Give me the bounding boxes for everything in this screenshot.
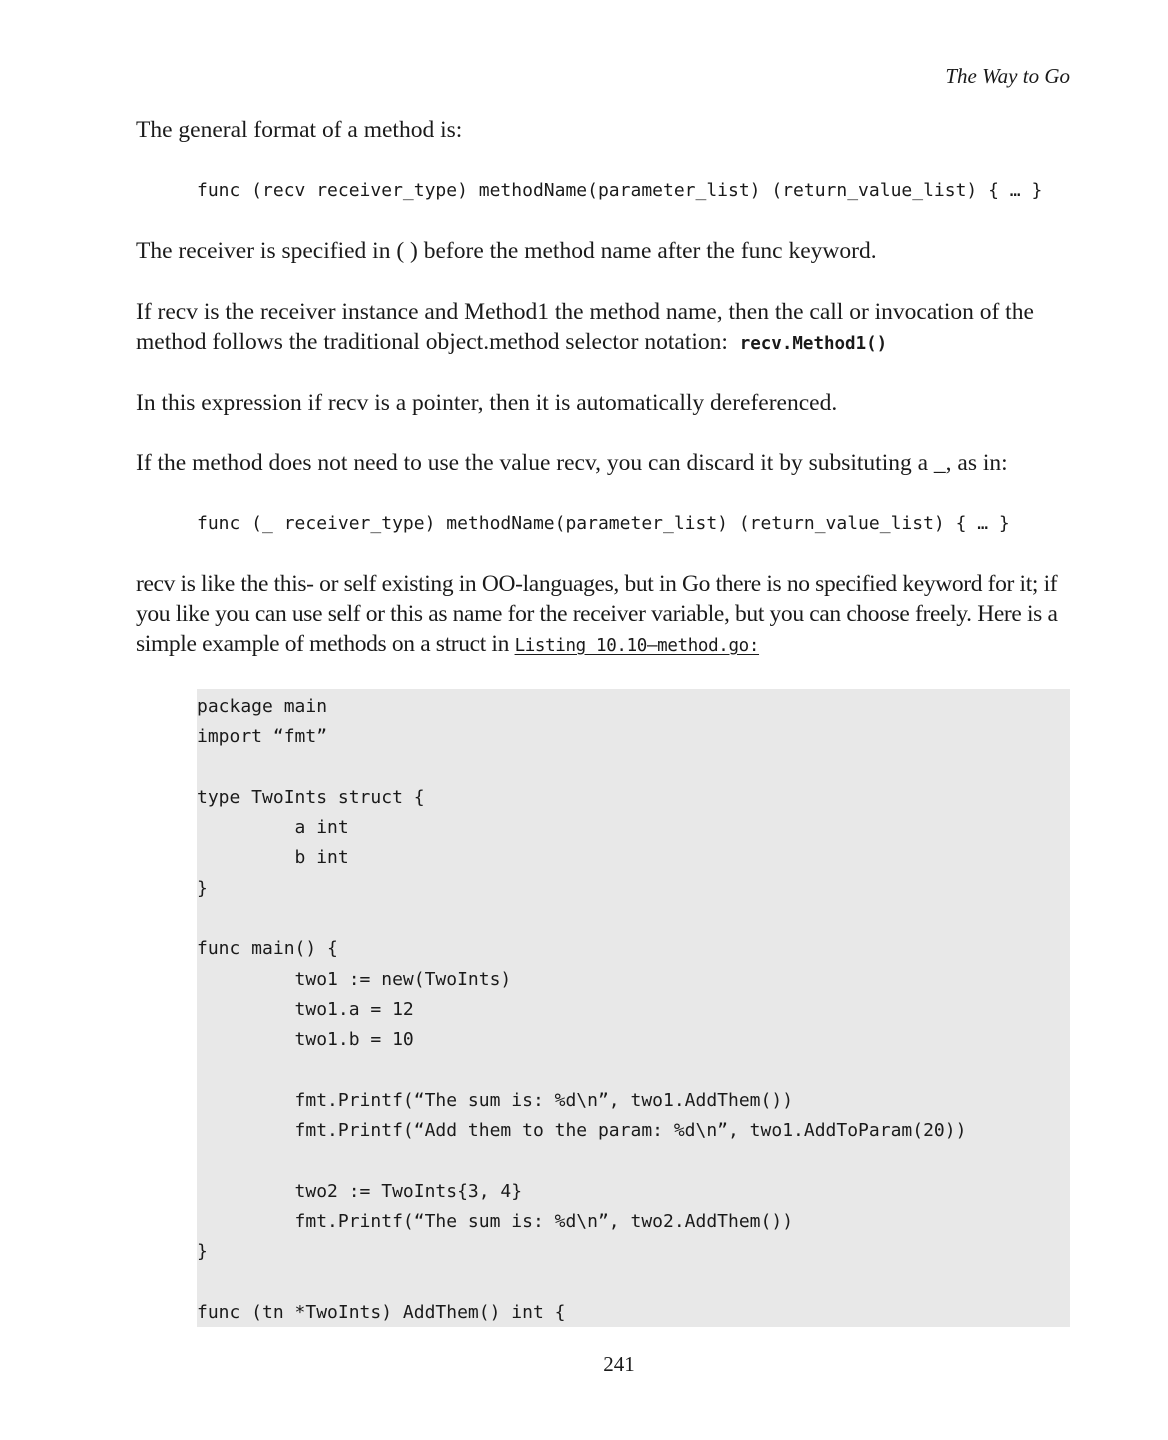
code-line: func (tn *TwoInts) AddThem() int { bbox=[197, 1301, 566, 1323]
code-discard-format: func (_ receiver_type) methodName(parameter_list) (return_value_list) { … } bbox=[197, 513, 1010, 534]
paragraph-receiver-spec: The receiver is specified in ( ) before the method name after the func keyword. bbox=[136, 238, 877, 264]
code-general-format: func (recv receiver_type) methodName(parameter_list) (return_value_list) { … } bbox=[197, 180, 1043, 201]
page-number: 241 bbox=[603, 1352, 635, 1376]
code-line: a int bbox=[197, 817, 349, 839]
paragraph-method-call bbox=[136, 297, 1070, 359]
code-line: package main bbox=[197, 696, 328, 717]
running-header: The Way to Go bbox=[945, 64, 1070, 88]
code-line: } bbox=[197, 877, 208, 899]
code-line: two1.a = 12 bbox=[197, 998, 414, 1020]
code-line: two2 := TwoInts{3, 4} bbox=[197, 1180, 523, 1202]
code-line bbox=[197, 753, 966, 783]
paragraph-dereference: In this expression if recv is a pointer, then it is automatically dereferenced. bbox=[136, 390, 838, 416]
code-line bbox=[197, 1056, 966, 1086]
code-listing-method-go bbox=[197, 689, 1070, 1327]
code-line bbox=[197, 904, 966, 934]
paragraph-general-format: The general format of a method is: bbox=[136, 117, 463, 143]
code-line: fmt.Printf(“The sum is: %d\n”, two1.AddThem()) bbox=[197, 1089, 794, 1111]
code-line: import “fmt” bbox=[197, 726, 328, 748]
code-line: b int bbox=[197, 847, 349, 869]
code-line: func main() { bbox=[197, 938, 338, 960]
code-line: fmt.Printf(“The sum is: %d\n”, two2.AddThem()) bbox=[197, 1211, 794, 1233]
code-line: two1 := new(TwoInts) bbox=[197, 968, 512, 990]
code-line bbox=[197, 1268, 966, 1298]
code-listing-lines bbox=[197, 692, 966, 1327]
code-line: type TwoInts struct { bbox=[197, 786, 425, 808]
code-line: } bbox=[197, 1241, 208, 1263]
code-line: fmt.Printf(“Add them to the param: %d\n”, two1.AddToParam(20)) bbox=[197, 1120, 967, 1142]
paragraph-method-call-text: If recv is the receiver instance and Method1 the method name, then the call or invocation of the method follows the traditional object.method selector notation: bbox=[136, 299, 1034, 355]
listing-link[interactable]: Listing 10.10—method.go: bbox=[514, 636, 760, 656]
code-line: two1.b = 10 bbox=[197, 1029, 414, 1051]
paragraph-receiver-naming-text: recv is like the this- or self existing in OO-languages, but in Go there is no specified keyword for it; if you like you can use self or this as name for the receiver variable, but you can choose freely. Here is a simple example of methods on a struct in bbox=[136, 571, 1058, 657]
paragraph-receiver-naming bbox=[136, 569, 1070, 661]
paragraph-discard-receiver: If the method does not need to use the value recv, you can discard it by subsituting a _, as in: bbox=[136, 450, 1008, 476]
inline-code-method-call: recv.Method1() bbox=[739, 334, 888, 354]
code-line bbox=[197, 1146, 966, 1176]
